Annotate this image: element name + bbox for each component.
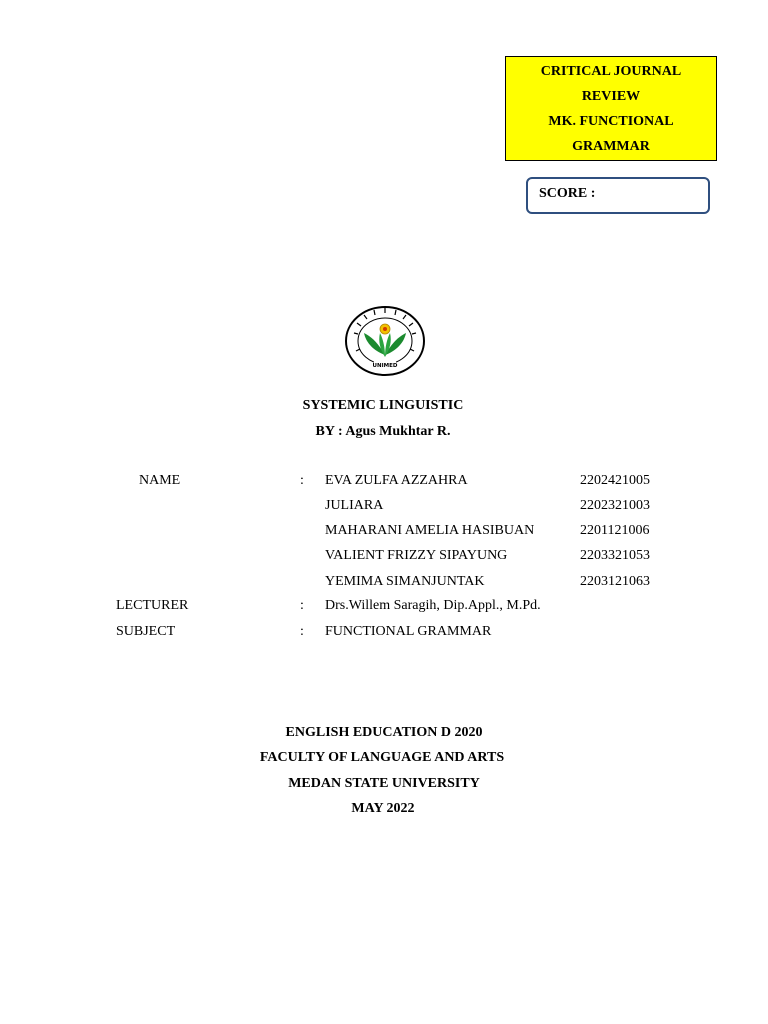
title-line-1: CRITICAL JOURNAL [540,63,682,79]
member-name: VALIENT FRIZZY SIPAYUNG [325,548,508,563]
member-nim: 2201121006 [580,523,650,538]
member-nim: 2203321053 [580,548,650,563]
subject-label: SUBJECT [116,624,176,639]
member-name: MAHARANI AMELIA HASIBUAN [325,523,535,538]
member-name: YEMIMA SIMANJUNTAK [325,574,485,589]
member-name: EVA ZULFA AZZAHRA [325,473,468,488]
footer-program: ENGLISH EDUCATION D 2020 [285,725,483,740]
title-line-3: MK. FUNCTIONAL [548,113,674,129]
footer-university: MEDAN STATE UNIVERSITY [288,776,480,791]
author-line: BY : Agus Mukhtar R. [315,424,451,439]
score-box [526,177,710,214]
title-line-4: GRAMMAR [572,138,650,154]
member-nim: 2202421005 [580,473,650,488]
footer-date: MAY 2022 [351,801,415,816]
subject-colon: : [300,624,304,639]
title-line-2: REVIEW [581,88,641,104]
footer-faculty: FACULTY OF LANGUAGE AND ARTS [259,750,505,765]
title-box [505,56,717,161]
university-seal-icon [344,305,426,377]
svg-text:UNIMED: UNIMED [372,363,398,369]
lecturer-label: LECTURER [116,598,189,613]
name-label: NAME [139,473,181,488]
topic-title: SYSTEMIC LINGUISTIC [302,398,464,413]
member-nim: 2202321003 [580,498,650,513]
lecturer-value: Drs.Willem Saragih, Dip.Appl., M.Pd. [325,598,541,613]
score-label: SCORE : [539,186,596,201]
member-name: JULIARA [325,498,384,513]
name-colon: : [300,473,304,488]
member-nim: 2203121063 [580,574,650,589]
subject-value: FUNCTIONAL GRAMMAR [325,624,492,639]
lecturer-colon: : [300,598,304,613]
